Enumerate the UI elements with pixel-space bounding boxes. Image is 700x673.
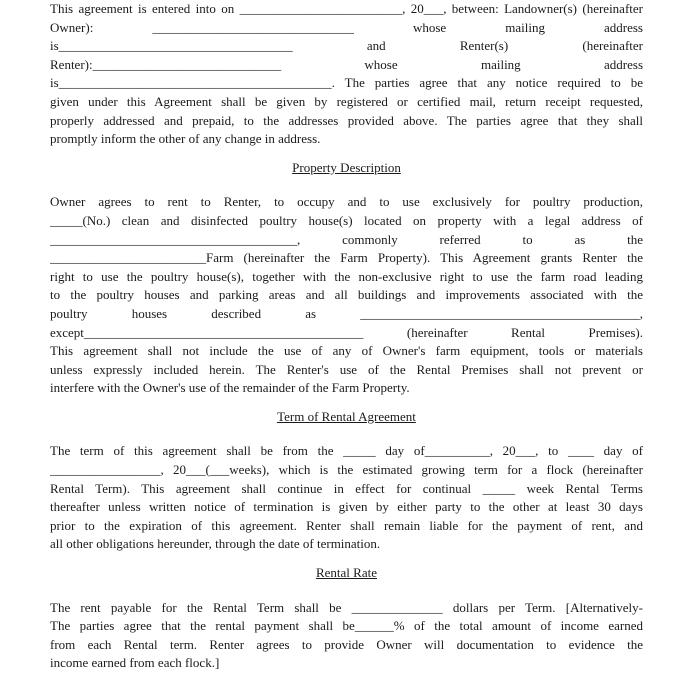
property-line: poultry houses described as ___________________________________________, [50,305,643,321]
intro-line: promptly inform the other of any change in address. [50,131,321,147]
rate-line: The parties agree that the rental payment shall be______% of the total amount of income earned [50,618,643,634]
rate-line: from each Rental term. Renter agrees to provide Owner will documentation to evidence the [50,636,643,652]
property-line: interfere with the Owner's use of the remainder of the Farm Property. [50,380,410,396]
property-paragraph [50,193,643,398]
intro-line: is__________________________________________. The parties agree that any notice required to be [50,75,643,91]
property-line: Owner agrees to rent to Renter, to occupy and to use exclusively for poultry production, [50,194,643,210]
intro-line: Renter):_____________________________ whose mailing address [50,56,643,72]
intro-paragraph [50,0,643,149]
intro-line: is____________________________________ and Renter(s) (hereinafter [50,38,643,54]
property-line: except___________________________________________ (hereinafter Rental Premises). [50,324,643,340]
rental-rate-heading: Rental Rate [315,565,377,581]
term-line: The term of this agreement shall be from the _____ day of__________, 20___, to ____ day of [50,443,643,459]
intro-line: Owner): _______________________________ whose mailing address [50,19,643,35]
agreement-document [50,0,643,673]
property-line: unless expressly included herein. The Renter's use of the Rental Premises shall not prevent or [50,361,643,377]
property-line: ______________________________________, commonly referred to as the [50,231,643,247]
property-description-heading: Property Description [292,159,401,175]
intro-line: This agreement is entered into on _________________________, 20___, between: Landowner(s) (hereinafter [50,1,643,16]
rate-paragraph [50,599,643,673]
property-line: right to use the poultry house(s), together with the non-exclusive right to use the farm road leading [50,268,643,284]
property-line: _____(No.) clean and disinfected poultry house(s) located on property with a legal address of [50,212,643,228]
term-line: Rental Term). This agreement shall continue in effect for continual _____ week Rental Terms [50,480,643,496]
term-paragraph [50,442,643,554]
intro-line: properly addressed and prepaid, to the addresses provided above. The parties agree that they shall [50,112,643,128]
rate-line: income earned from each flock.] [50,655,220,671]
rate-line: The rent payable for the Rental Term shall be ______________ dollars per Term. [Alternatively- [50,599,643,615]
property-line: ________________________Farm (hereinafter the Farm Property). This Agreement grants Renter the [50,250,643,266]
term-line: all other obligations hereunder, through the date of termination. [50,536,381,552]
property-line: This agreement shall not include the use of any of Owner's farm equipment, tools or materials [50,343,643,359]
term-line: _________________, 20___(___weeks), which is the estimated growing term for a flock (hereinafter [50,462,643,478]
property-line: to the poultry houses and parking areas and all buildings and improvements associated with the [50,287,643,303]
term-line: thereafter unless written notice of termination is given by either party to the other at least 30 days [50,499,643,515]
intro-line: given under this Agreement shall be given by registered or certified mail, return receipt requested, [50,93,643,109]
term-heading: Term of Rental Agreement [277,408,416,424]
term-line: prior to the expiration of this agreement. Renter shall remain liable for the payment of rent, and [50,517,643,533]
